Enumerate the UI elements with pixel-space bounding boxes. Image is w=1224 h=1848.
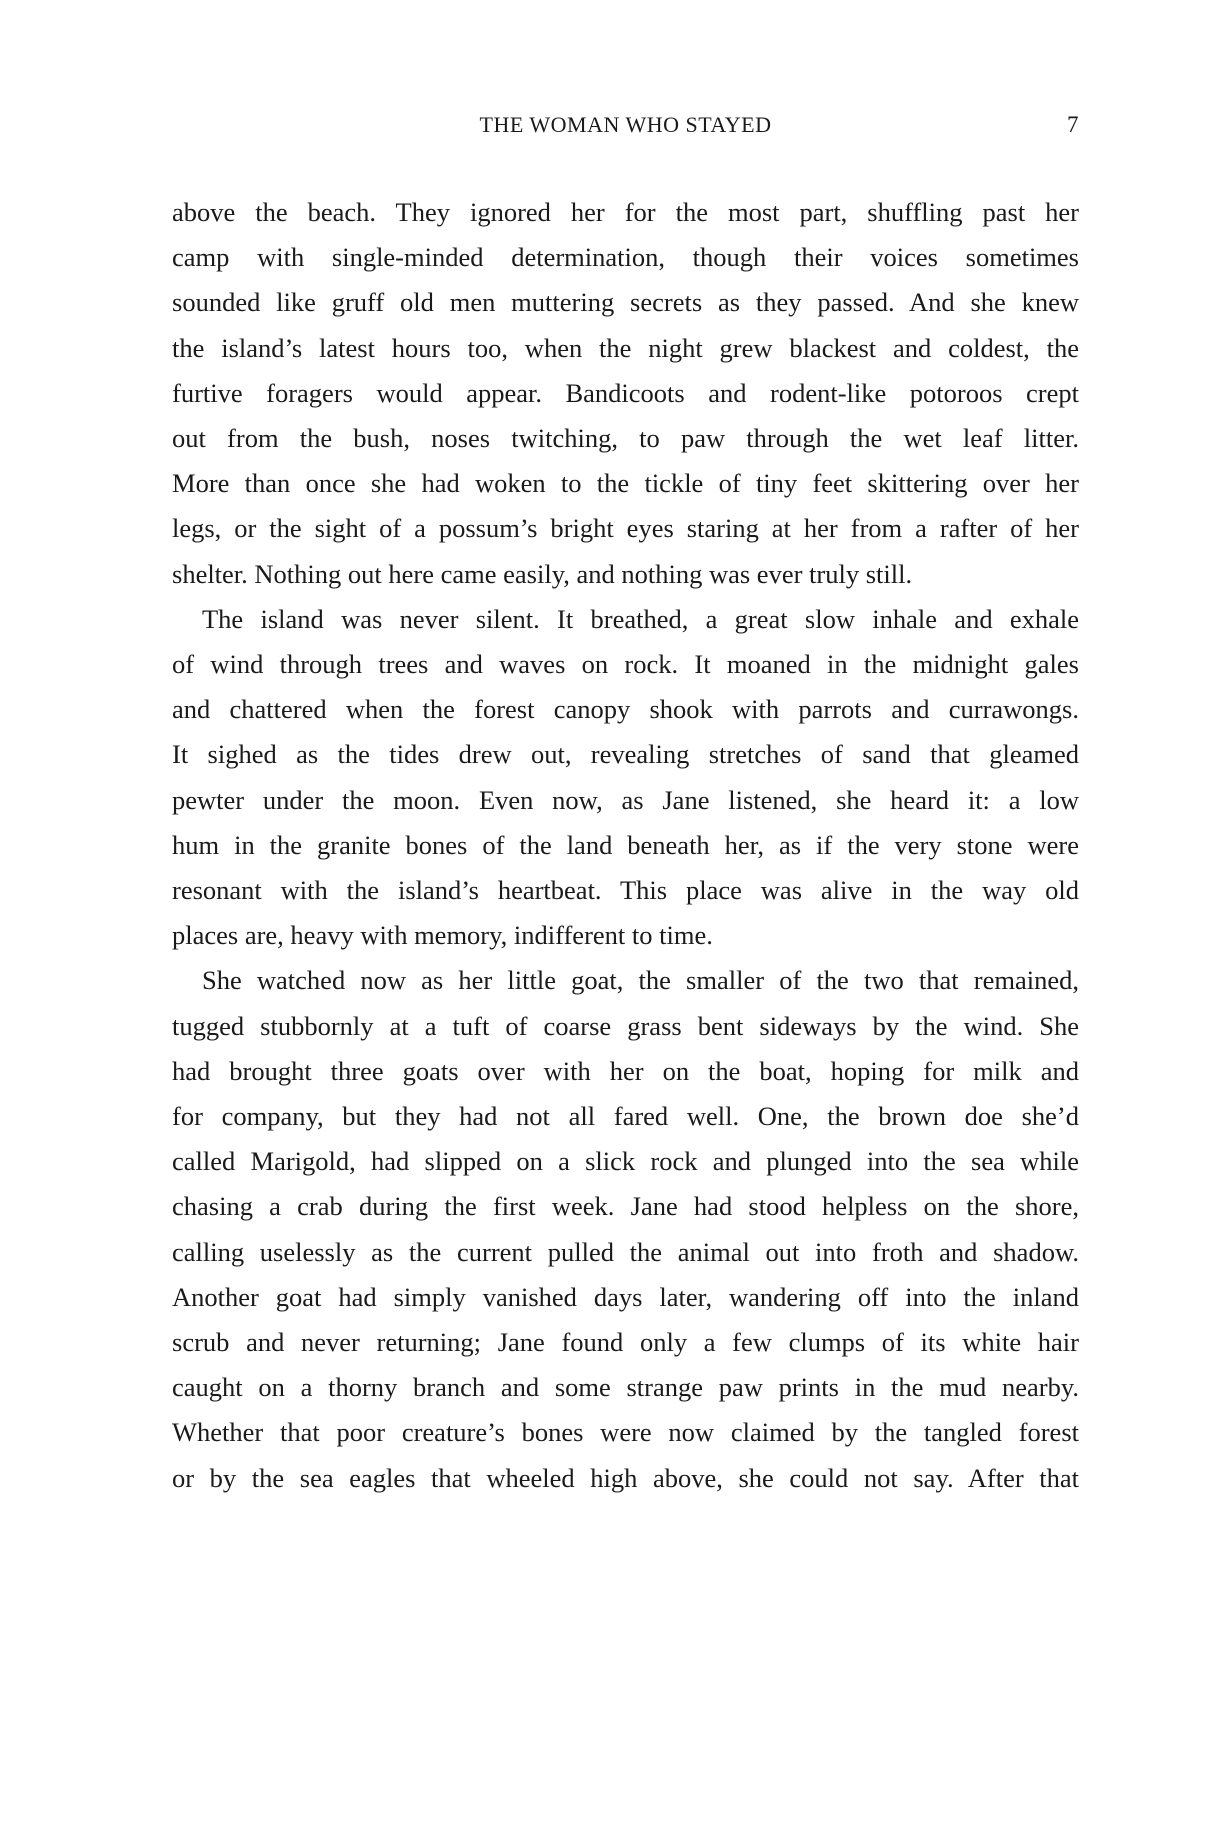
text-line: above the beach. They ignored her for the most part, shuffling past her: [172, 197, 1079, 227]
paragraph: [172, 958, 1079, 1500]
text-line: She watched now as her little goat, the smaller of the two that remained,: [202, 965, 1079, 996]
text-line: camp with single-minded determination, though their voices sometimes: [172, 242, 1079, 273]
text-line: scrub and never returning; Jane found only a few clumps of its white hair: [172, 1327, 1079, 1358]
text-line: caught on a thorny branch and some strange paw prints in the mud nearby.: [172, 1372, 1079, 1403]
text-line: of wind through trees and waves on rock. It moaned in the midnight gales: [172, 649, 1079, 680]
text-line: More than once she had woken to the tickle of tiny feet skittering over her: [172, 468, 1079, 499]
paragraph: [172, 190, 1079, 597]
text-line: Whether that poor creature’s bones were now claimed by the tangled forest: [172, 1417, 1079, 1448]
running-head: [172, 112, 1079, 142]
text-line: the island’s latest hours too, when the night grew blackest and coldest, the: [172, 332, 1079, 363]
text-line: tugged stubbornly at a tuft of coarse grass bent sideways by the wind. She: [172, 1010, 1079, 1041]
paragraph: [172, 597, 1079, 959]
text-line: and chattered when the forest canopy shook with parrots and currawongs.: [172, 694, 1079, 725]
text-line: shelter. Nothing out here came easily, and nothing was ever truly still.: [172, 558, 913, 589]
text-line: It sighed as the tides drew out, revealing stretches of sand that gleamed: [172, 739, 1079, 770]
text-line: resonant with the island’s heartbeat. This place was alive in the way old: [172, 875, 1079, 906]
text-line: had brought three goats over with her on the boat, hoping for milk and: [172, 1055, 1079, 1086]
text-line: sounded like gruff old men muttering secrets as they passed. And she knew: [172, 287, 1079, 318]
text-line: Another goat had simply vanished days later, wandering off into the inland: [172, 1281, 1079, 1312]
text-line: hum in the granite bones of the land beneath her, as if the very stone were: [172, 829, 1079, 860]
text-line: called Marigold, had slipped on a slick rock and plunged into the sea while: [172, 1146, 1079, 1177]
text-line: or by the sea eagles that wheeled high above, she could not say. After that: [172, 1462, 1079, 1493]
text-line: furtive foragers would appear. Bandicoots and rodent-like potoroos crept: [172, 377, 1079, 408]
text-line: places are, heavy with memory, indifferent to time.: [172, 920, 713, 951]
body-text: [172, 190, 1079, 1501]
text-line: pewter under the moon. Even now, as Jane listened, she heard it: a low: [172, 784, 1079, 815]
text-line: The island was never silent. It breathed, a great slow inhale and exhale: [202, 603, 1079, 634]
text-line: calling uselessly as the current pulled the animal out into froth and shadow.: [172, 1236, 1079, 1267]
running-title: THE WOMAN WHO STAYED: [479, 112, 772, 137]
text-line: for company, but they had not all fared well. One, the brown doe she’d: [172, 1101, 1079, 1132]
text-line: out from the bush, noses twitching, to paw through the wet leaf litter.: [172, 423, 1079, 454]
page-number: 7: [1067, 112, 1079, 137]
text-line: legs, or the sight of a possum’s bright eyes staring at her from a rafter of her: [172, 513, 1079, 544]
text-line: chasing a crab during the first week. Jane had stood helpless on the shore,: [172, 1191, 1079, 1222]
